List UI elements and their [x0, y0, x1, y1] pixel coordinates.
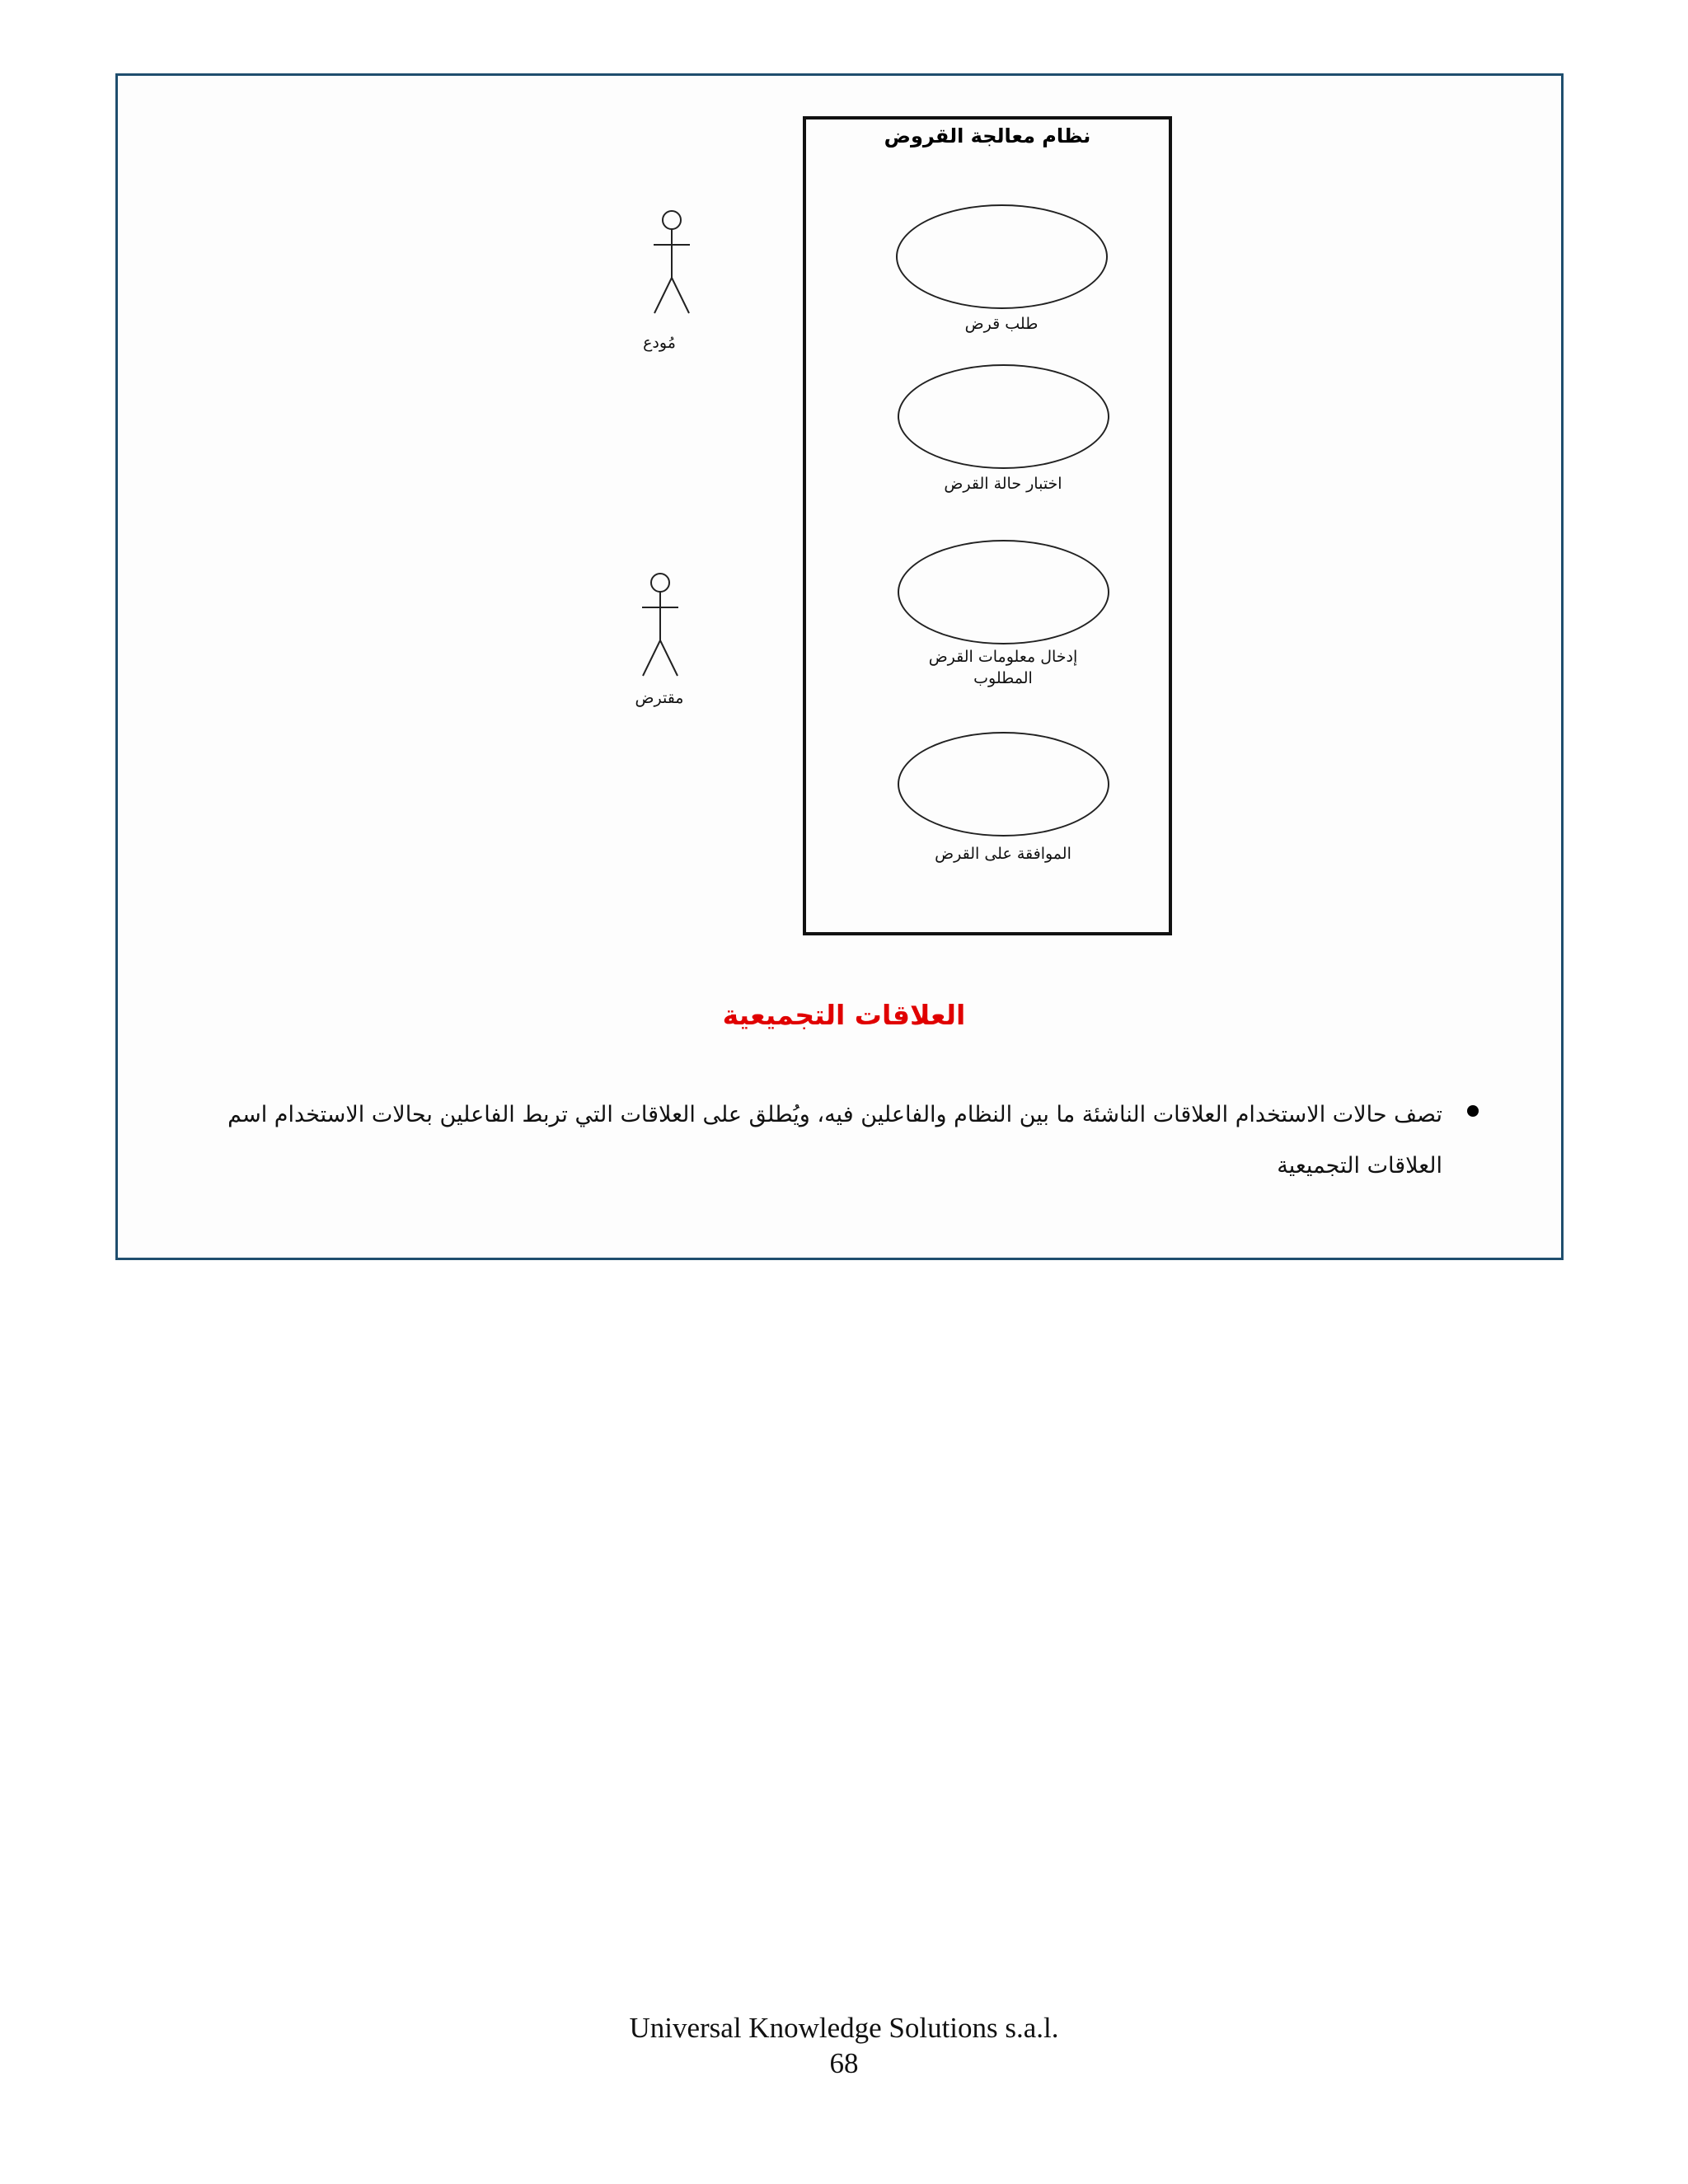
use-case-label: اختبار حالة القرض [944, 475, 1062, 493]
system-title: نظام معالجة القروض [884, 124, 1091, 148]
use-case-label-line: إدخال معلومات القرض [928, 648, 1078, 666]
bullet-point-icon [1467, 1105, 1479, 1117]
footer-publisher: Universal Knowledge Solutions s.a.l. [629, 2012, 1059, 2044]
use-case-ellipse [898, 732, 1109, 837]
use-case-ellipse [898, 364, 1109, 469]
actor-depositor-label: مُودع [643, 334, 676, 352]
section-heading: العلاقات التجميعية [722, 999, 966, 1031]
use-case-label [879, 646, 1127, 689]
use-case-label-line: المطلوب [973, 669, 1033, 687]
use-case-ellipse [896, 204, 1108, 309]
actor-borrower-label: مقترض [635, 689, 684, 707]
actor-borrower-icon [631, 570, 689, 682]
use-case-label: الموافقة على القرض [935, 845, 1071, 863]
use-case-label: طلب قرض [964, 315, 1039, 333]
use-case-ellipse [898, 540, 1109, 644]
bullet-paragraph: تصف حالات الاستخدام العلاقات الناشئة ما بين النظام والفاعلين فيه، ويُطلق على العلاقات التي تربط الفاعلين بحالات الاستخدام اسم العلاقات التجميعية [227, 1102, 1442, 1179]
actor-depositor-icon [643, 208, 701, 319]
page-number: 68 [829, 2047, 859, 2079]
